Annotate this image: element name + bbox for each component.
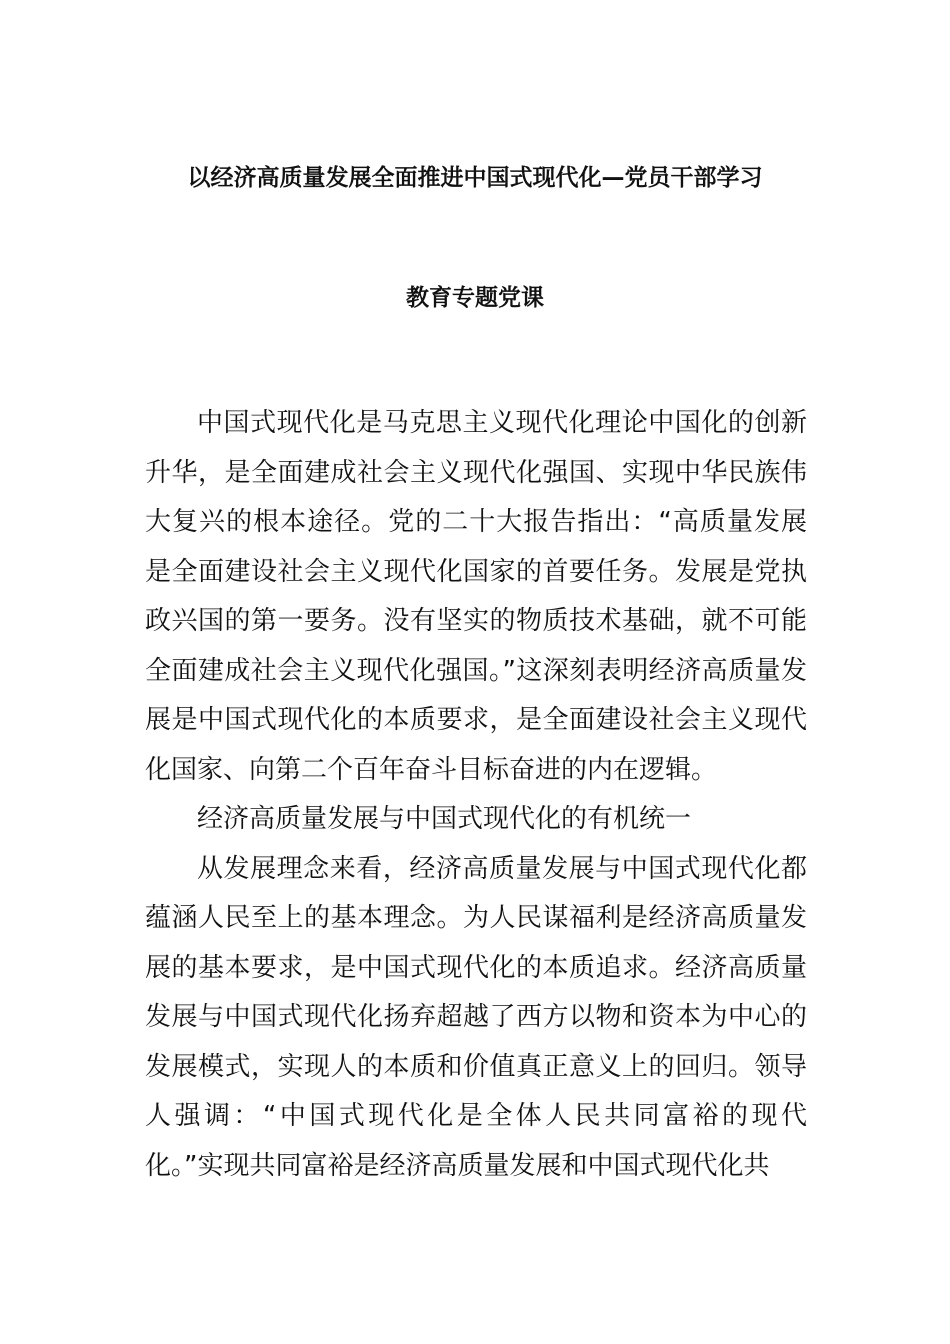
document-title-line-1: 以经济高质量发展全面推进中国式现代化—党员干部学习 [187,165,763,191]
document-title-line-2: 教育专题党课 [406,285,544,311]
section-heading: 经济高质量发展与中国式现代化的有机统一 [197,804,692,834]
paragraph-intro: 中国式现代化是马克思主义现代化理论中国化的创新升华，是全面建成社会主义现代化强国、实现中华民族伟大复兴的根本途径。党的二十大报告指出：“高质量发展是全面建设社会主义现代化国家的首要任务。发展是党执政兴国的第一要务。没有坚实的物质技术基础，就不可能全面建成社会主义现代化强国。”这深刻表明经济高质量发展是中国式现代化的本质要求，是全面建设社会主义现代化国家、向第二个百年奋斗目标奋进的内在逻辑。 [145,408,807,785]
paragraph-development-concept: 从发展理念来看，经济高质量发展与中国式现代化都蕴涵人民至上的基本理念。为人民谋福利是经济高质量发展的基本要求，是中国式现代化的本质追求。经济高质量发展与中国式现代化扬弃超越了西方以物和资本为中心的发展模式，实现人的本质和价值真正意义上的回归。领导人强调：“中国式现代化是全体人民共同富裕的现代化。”实现共同富裕是经济高质量发展和中国式现代化共 [145,853,807,1181]
document-body [145,399,807,1191]
